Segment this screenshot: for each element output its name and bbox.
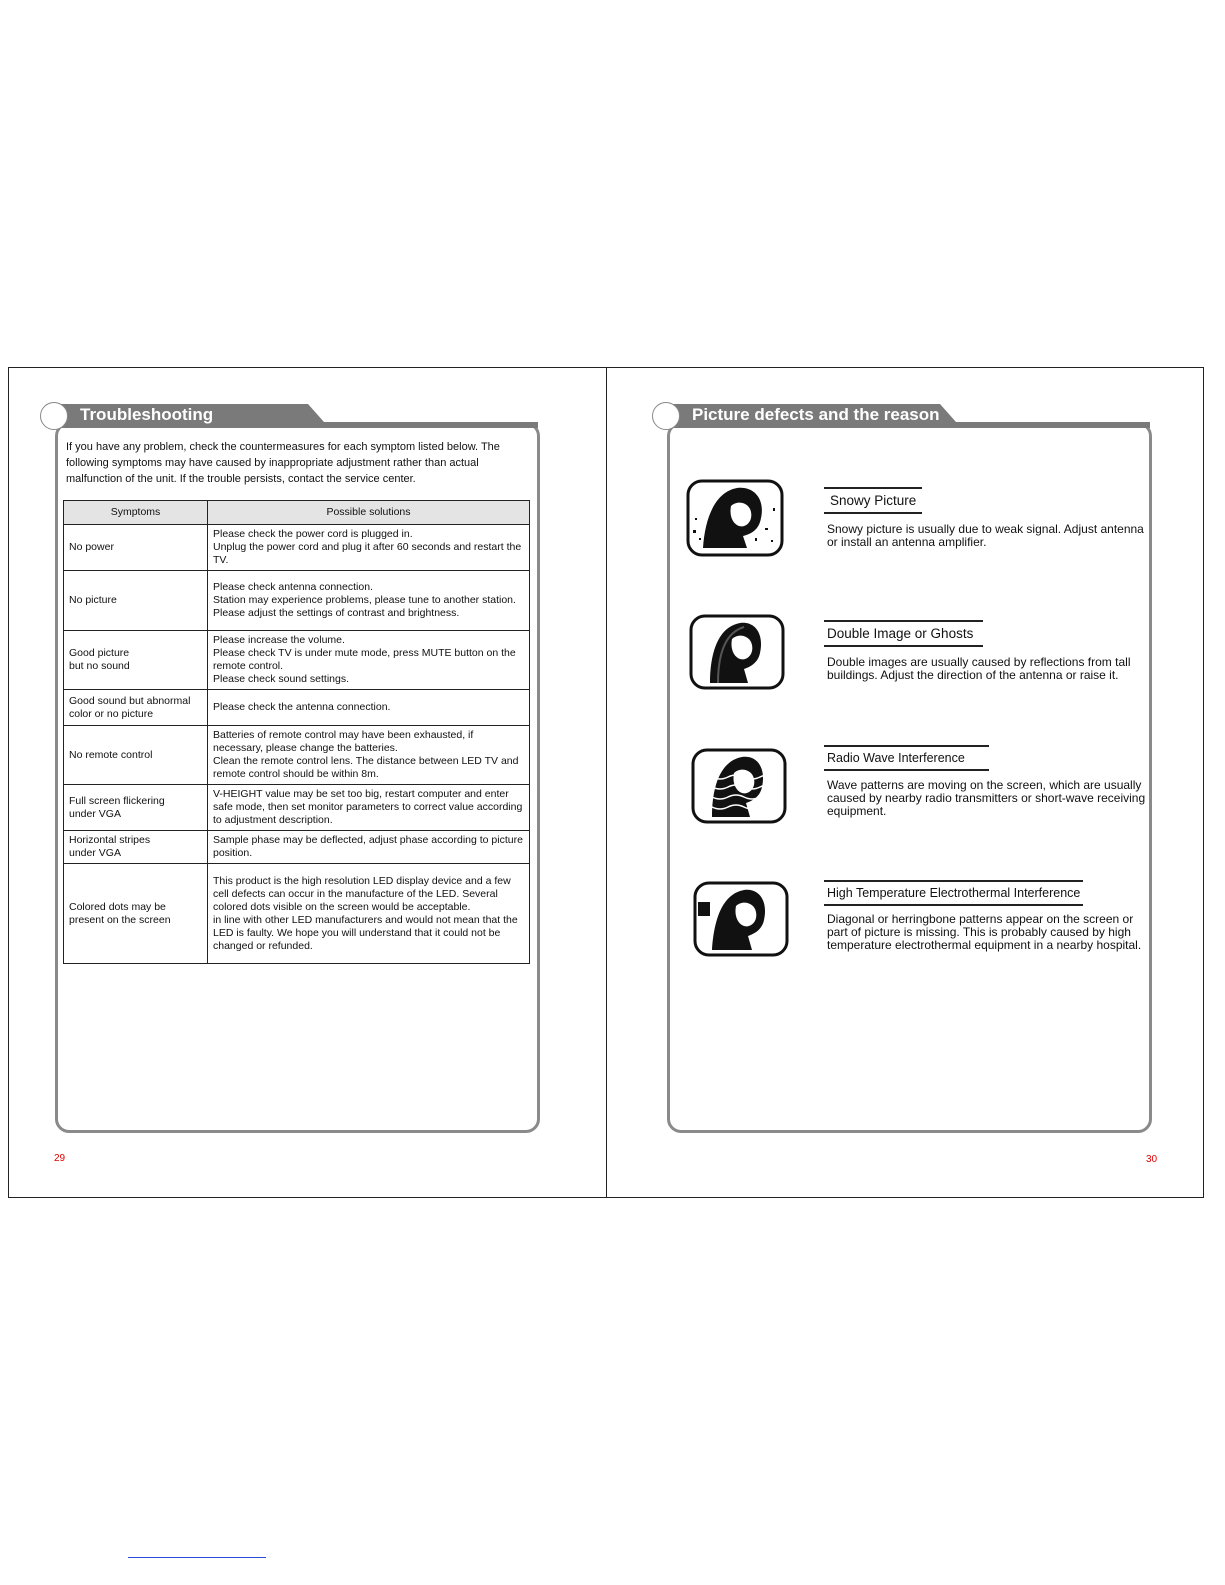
- table-row: [64, 785, 530, 831]
- symptom-cell: No picture: [64, 571, 208, 631]
- symptom-cell: Horizontal stripes under VGA: [64, 831, 208, 864]
- tv-double-image-icon: [688, 613, 786, 691]
- symptom-cell: No remote control: [64, 726, 208, 785]
- solution-cell: V-HEIGHT value may be set too big, restart computer and enter safe mode, then set monitor parameters to correct value according to adjustment description.: [208, 785, 530, 831]
- page-title: Troubleshooting: [80, 405, 214, 424]
- tv-electrothermal-icon: [692, 880, 790, 958]
- solution-cell: Batteries of remote control may have been exhausted, if necessary, please change the batteries. Clean the remote control lens. The distance between LED TV and remote control should be within 8m.: [208, 726, 530, 785]
- table-row: [64, 690, 530, 726]
- page-title: Picture defects and the reason: [692, 405, 940, 424]
- troubleshooting-table: [63, 500, 530, 964]
- header-circle-icon: [40, 402, 68, 430]
- defect-label: Radio Wave Interference: [824, 745, 989, 771]
- solution-cell: Please check antenna connection. Station may experience problems, please tune to another station. Please adjust the settings of contrast and brightness.: [208, 571, 530, 631]
- header-circle-icon: [652, 402, 680, 430]
- symptom-cell: Good sound but abnormal color or no picture: [64, 690, 208, 726]
- defect-label: High Temperature Electrothermal Interference: [824, 880, 1083, 906]
- col-header-solutions: Possible solutions: [208, 501, 530, 525]
- defect-label: Snowy Picture: [824, 487, 922, 514]
- table-row: [64, 726, 530, 785]
- solution-cell: Please increase the volume. Please check TV is under mute mode, press MUTE button on the remote control. Please check sound settings.: [208, 631, 530, 690]
- symptom-cell: Full screen flickering under VGA: [64, 785, 208, 831]
- solution-cell: Please check the antenna connection.: [208, 690, 530, 726]
- table-row: [64, 864, 530, 964]
- table-row: [64, 831, 530, 864]
- defect-description: Snowy picture is usually due to weak signal. Adjust antenna or install an antenna amplifier.: [827, 522, 1144, 549]
- link-underline: [128, 1557, 266, 1558]
- defect-description: Diagonal or herringbone patterns appear on the screen or part of picture is missing. This is probably caused by high temperature electrothermal equipment in a nearby hospital.: [827, 912, 1142, 952]
- tv-radio-wave-icon: [690, 747, 788, 825]
- intro-paragraph: If you have any problem, check the countermeasures for each symptom listed below. The following symptoms may have caused by inappropriate adjustment rather than actual malfunction of the unit. If the trouble persists, contact the service center.: [66, 441, 500, 485]
- table-row: [64, 631, 530, 690]
- page-number-right: 30: [1146, 1154, 1158, 1165]
- symptom-cell: Colored dots may be present on the screen: [64, 864, 208, 964]
- table-row: [64, 571, 530, 631]
- defect-description: Double images are usually caused by reflections from tall buildings. Adjust the direction of the antenna or raise it.: [827, 655, 1131, 682]
- troubleshooting-header: [40, 404, 540, 428]
- solution-cell: Sample phase may be deflected, adjust phase according to picture position.: [208, 831, 530, 864]
- symptom-cell: Good picture but no sound: [64, 631, 208, 690]
- tv-snowy-picture-icon: [685, 478, 785, 558]
- picture-defects-header: [652, 404, 1152, 428]
- table-row: [64, 525, 530, 571]
- solution-cell: This product is the high resolution LED display device and a few cell defects can occur in the manufacture of the LED. Several colored dots visible on the screen would be acceptable. in line with other LED manufacturers and would not mean that the LED is faulty. We hope you will understand that it could not be changed or refunded.: [208, 864, 530, 964]
- col-header-symptoms: Symptoms: [64, 501, 208, 525]
- page-divider: [606, 368, 607, 1197]
- solution-cell: Please check the power cord is plugged in. Unplug the power cord and plug it after 60 seconds and restart the TV.: [208, 525, 530, 571]
- symptom-cell: No power: [64, 525, 208, 571]
- defect-description: Wave patterns are moving on the screen, which are usually caused by nearby radio transmitters or short-wave receiving equipment.: [827, 778, 1146, 818]
- defect-label: Double Image or Ghosts: [824, 620, 983, 647]
- page-number-left: 29: [54, 1153, 66, 1164]
